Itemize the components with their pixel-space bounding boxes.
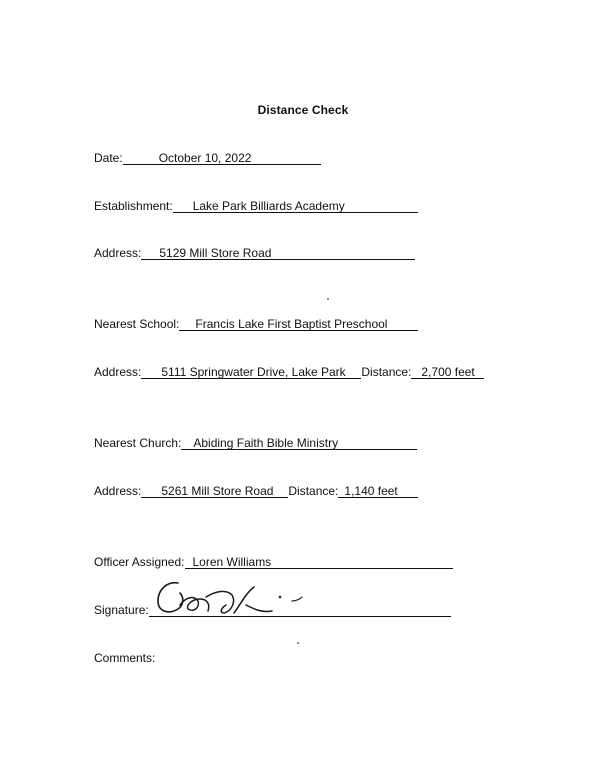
establishment-address-label: Address: [94, 246, 142, 260]
officer-row [94, 555, 453, 569]
comments-row [94, 651, 155, 665]
church-label: Nearest Church: [94, 436, 182, 450]
school-field [179, 317, 418, 331]
establishment-field [173, 199, 418, 213]
school-address-value: 5111 Springwater Drive, Lake Park [161, 365, 346, 379]
church-value: Abiding Faith Bible Ministry [193, 436, 339, 450]
school-distance-field [411, 365, 484, 379]
school-address-label: Address: [94, 365, 142, 379]
handwritten-signature [150, 575, 310, 625]
church-address-value: 5261 Mill Store Road [161, 484, 274, 498]
school-address-row [94, 365, 484, 379]
establishment-address-field [141, 246, 415, 260]
establishment-value: Lake Park Billiards Academy [192, 199, 345, 213]
establishment-label: Establishment: [94, 199, 173, 213]
scan-speck [327, 298, 329, 300]
church-distance-value: 1,140 feet [344, 484, 398, 498]
church-field [181, 436, 417, 450]
school-distance-label: Distance: [361, 365, 412, 379]
school-address-field [141, 365, 361, 379]
church-row [94, 436, 417, 450]
church-address-label: Address: [94, 484, 142, 498]
officer-label: Officer Assigned: [94, 555, 185, 569]
establishment-address-value: 5129 Mill Store Road [159, 246, 272, 260]
church-address-row [94, 484, 418, 498]
date-label: Date: [94, 151, 123, 165]
school-distance-value: 2,700 feet [421, 365, 475, 379]
date-row [94, 151, 321, 165]
establishment-address-row [94, 246, 415, 260]
church-distance-label: Distance: [288, 484, 339, 498]
document-title: Distance Check [257, 103, 349, 117]
date-field [123, 151, 321, 165]
establishment-row [94, 199, 418, 213]
officer-value: Loren Williams [192, 555, 272, 569]
comments-label: Comments: [94, 651, 156, 665]
date-value: October 10, 2022 [158, 151, 252, 165]
school-value: Francis Lake First Baptist Preschool [195, 317, 388, 331]
church-distance-field [338, 484, 418, 498]
officer-field [185, 555, 453, 569]
signature-label: Signature: [94, 603, 149, 617]
school-label: Nearest School: [94, 317, 180, 331]
school-row [94, 317, 418, 331]
scan-speck [297, 642, 299, 644]
church-address-field [141, 484, 288, 498]
